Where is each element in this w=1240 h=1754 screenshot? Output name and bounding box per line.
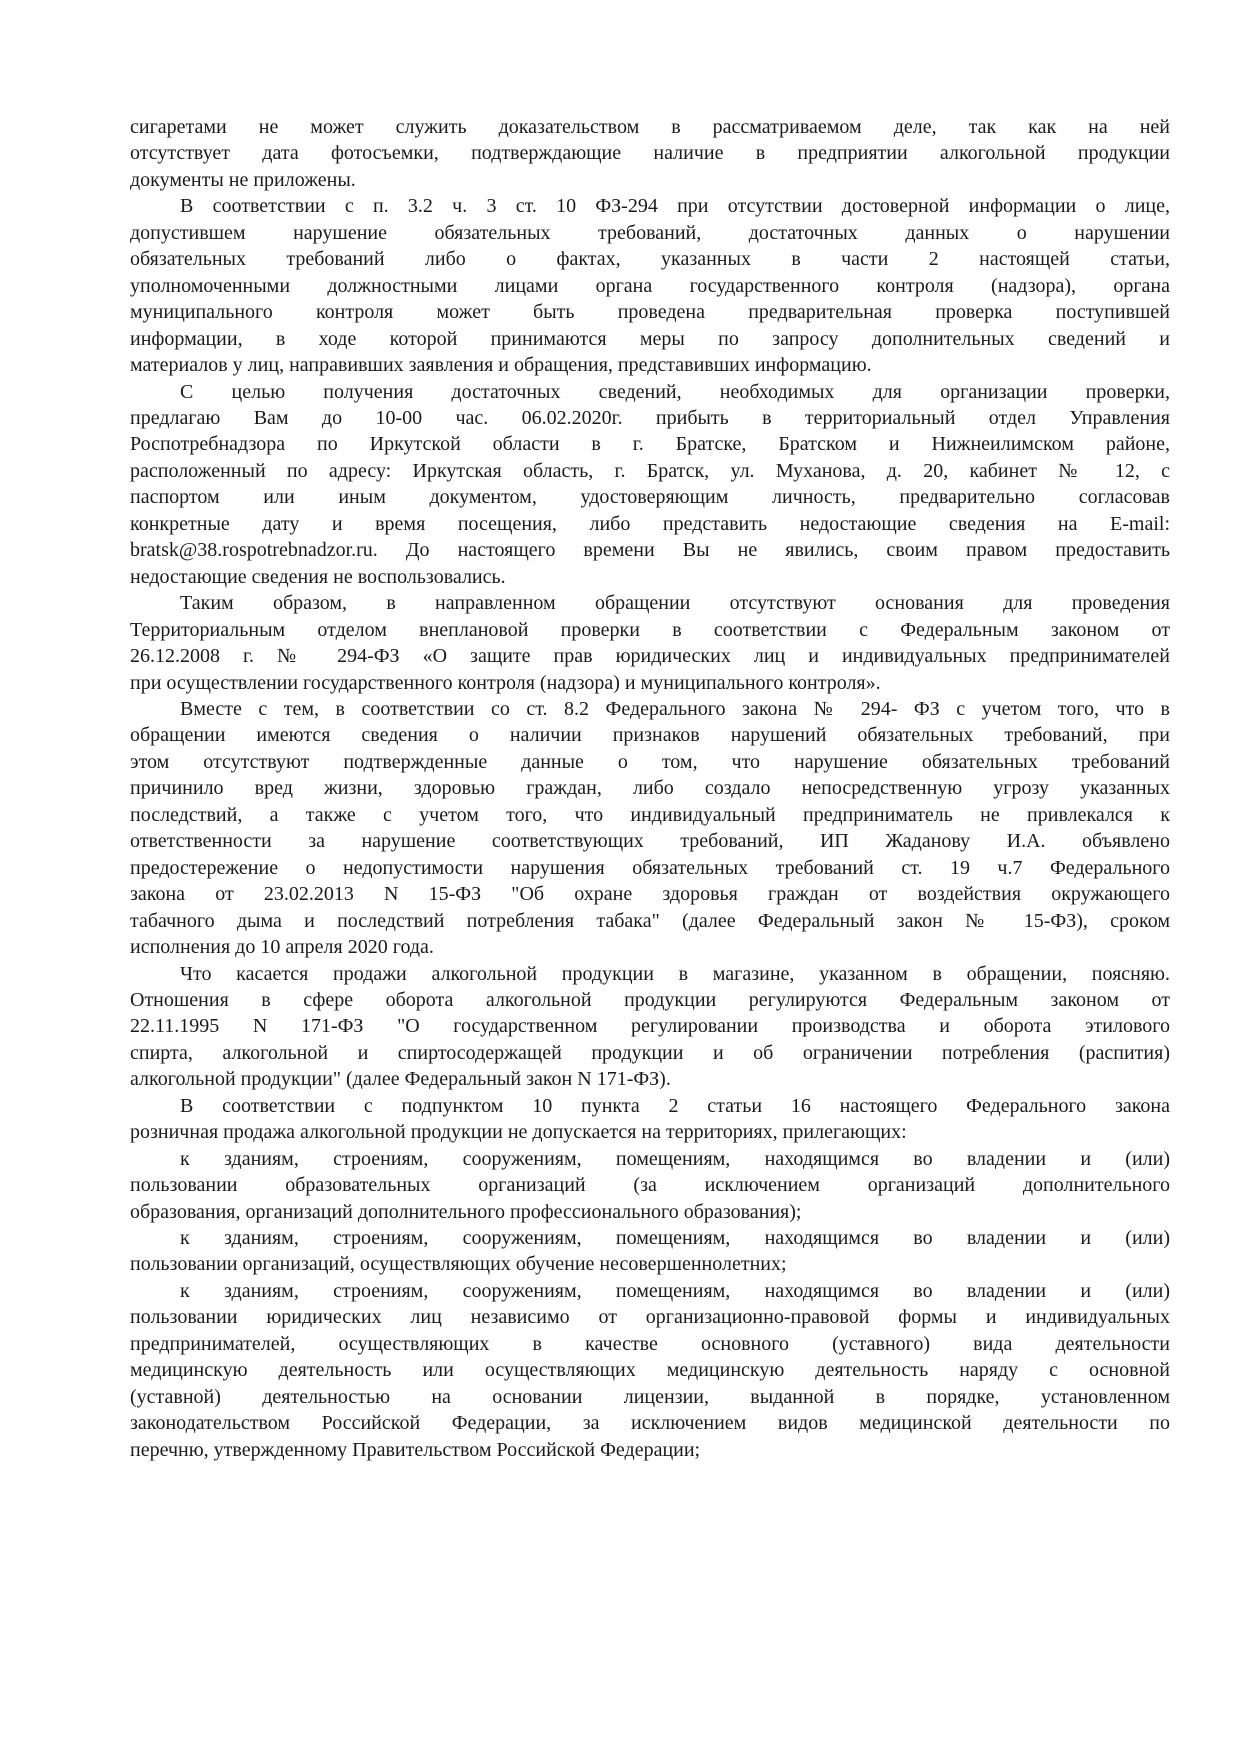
text-line: 22.11.1995 N 171-ФЗ "О государственном регулировании производства и оборота этилового (130, 1015, 1170, 1038)
text-line: при осуществлении государственного контроля (надзора) и муниципального контроля». (130, 671, 881, 694)
paragraph (130, 590, 1170, 696)
text-line: розничная продажа алкогольной продукции не допускается на территориях, прилегающих: (130, 1121, 907, 1144)
text-line: образования, организаций дополнительного профессионального образования); (130, 1200, 802, 1223)
text-line: В соответствии с п. 3.2 ч. 3 ст. 10 ФЗ-294 при отсутствии достоверной информации о лице, (180, 195, 1170, 218)
text-line: законодательством Российской Федерации, за исключением видов медицинской деятельности по (130, 1412, 1170, 1435)
text-line: С целью получения достаточных сведений, необходимых для организации проверки, (180, 380, 1170, 403)
text-line: закона от 23.02.2013 N 15-ФЗ "Об охране здоровья граждан от воздействия окружающего (130, 883, 1170, 906)
text-line: спирта, алкогольной и спиртосодержащей продукции и об ограничении потребления (распития) (130, 1041, 1170, 1064)
text-line: исполнения до 10 апреля 2020 года. (130, 936, 434, 959)
text-line: медицинскую деятельность или осуществляющих медицинскую деятельность наряду с основной (130, 1359, 1170, 1382)
text-line: алкогольной продукции" (далее Федеральный закон N 171-ФЗ). (130, 1068, 671, 1091)
paragraph (130, 696, 1170, 961)
text-line: к зданиям, строениям, сооружениям, помещениям, находящимся во владении и (или) (180, 1279, 1170, 1302)
paragraph (130, 379, 1170, 591)
text-line: (уставной) деятельностью на основании лицензии, выданной в порядке, установленном (130, 1385, 1170, 1408)
text-line: Таким образом, в направленном обращении отсутствуют основания для проведения (180, 592, 1170, 615)
text-line: предостережение о недопустимости нарушения обязательных требований ст. 19 ч.7 Федерального (130, 856, 1170, 879)
text-line: перечню, утвержденному Правительством Российской Федерации; (130, 1438, 701, 1461)
text-line: Отношения в сфере оборота алкогольной продукции регулируются Федеральным законом от (130, 988, 1170, 1011)
text-line: предпринимателей, осуществляющих в качестве основного (уставного) вида деятельности (130, 1332, 1170, 1355)
text-line: Роспотребнадзора по Иркутской области в г. Братске, Братском и Нижнеилимском районе, (130, 433, 1170, 456)
paragraph (130, 1146, 1170, 1225)
text-line: этом отсутствуют подтвержденные данные о том, что нарушение обязательных требований (130, 750, 1170, 773)
text-line: паспортом или иным документом, удостоверяющим личность, предварительно согласовав (130, 486, 1170, 509)
document-page-body (130, 114, 1170, 1463)
text-line: ответственности за нарушение соответствующих требований, ИП Жаданову И.А. объявлено (130, 830, 1170, 853)
paragraph (130, 114, 1170, 193)
text-line: 26.12.2008 г. № 294-ФЗ «О защите прав юридических лиц и индивидуальных предпринимателей (130, 645, 1170, 668)
text-line: Что касается продажи алкогольной продукции в магазине, указанном в обращении, поясняю. (180, 962, 1170, 985)
text-line: bratsk@38.rospotrebnadzor.ru. До настоящего времени Вы не явились, своим правом предоставить (130, 539, 1170, 562)
paragraph (130, 1278, 1170, 1463)
text-line: документы не приложены. (130, 168, 356, 191)
text-line: Вместе с тем, в соответствии со ст. 8.2 Федерального закона № 294- ФЗ с учетом того, что в (180, 697, 1170, 720)
text-line: предлагаю Вам до 10-00 час. 06.02.2020г. прибыть в территориальный отдел Управления (130, 406, 1170, 429)
paragraph (130, 1225, 1170, 1278)
text-line: табачного дыма и последствий потребления табака" (далее Федеральный закон № 15-ФЗ), сроком (130, 909, 1170, 932)
text-line: к зданиям, строениям, сооружениям, помещениям, находящимся во владении и (или) (180, 1227, 1170, 1250)
text-line: пользовании юридических лиц независимо от организационно-правовой формы и индивидуальных (130, 1306, 1170, 1329)
text-line: уполномоченными должностными лицами органа государственного контроля (надзора), органа (130, 274, 1170, 297)
text-line: недостающие сведения не воспользовались. (130, 565, 506, 588)
text-line: сигаретами не может служить доказательством в рассматриваемом деле, так как на ней (130, 116, 1170, 138)
text-line: пользовании образовательных организаций (за исключением организаций дополнительного (130, 1174, 1170, 1197)
text-line: обязательных требований либо о фактах, указанных в части 2 настоящей статьи, (130, 248, 1170, 271)
text-line: последствий, а также с учетом того, что индивидуальный предприниматель не привлекался к (130, 803, 1170, 826)
text-line: В соответствии с подпунктом 10 пункта 2 статьи 16 настоящего Федерального закона (180, 1094, 1170, 1117)
text-line: пользовании организаций, осуществляющих обучение несовершеннолетних; (130, 1253, 787, 1276)
text-line: материалов у лиц, направивших заявления и обращения, представивших информацию. (130, 354, 872, 377)
text-line: расположенный по адресу: Иркутская область, г. Братск, ул. Муханова, д. 20, кабинет № 12, с (130, 459, 1170, 482)
text-line: муниципального контроля может быть проведена предварительная проверка поступившей (130, 301, 1170, 324)
text-line: Территориальным отделом внеплановой проверки в соответствии с Федеральным законом от (130, 618, 1170, 641)
paragraph (130, 1093, 1170, 1146)
paragraph (130, 961, 1170, 1093)
paragraph (130, 193, 1170, 378)
text-line: к зданиям, строениям, сооружениям, помещениям, находящимся во владении и (или) (180, 1147, 1170, 1170)
text-line: причинило вред жизни, здоровью граждан, либо создало непосредственную угрозу указанных (130, 777, 1170, 800)
text-line: допустившем нарушение обязательных требований, достаточных данных о нарушении (130, 221, 1170, 244)
text-line: обращении имеются сведения о наличии признаков нарушений обязательных требований, при (130, 724, 1170, 747)
text-line: отсутствует дата фотосъемки, подтверждающие наличие в предприятии алкогольной продукции (130, 142, 1170, 165)
text-line: конкретные дату и время посещения, либо представить недостающие сведения на E-mail: (130, 512, 1170, 535)
text-line: информации, в ходе которой принимаются меры по запросу дополнительных сведений и (130, 327, 1170, 350)
